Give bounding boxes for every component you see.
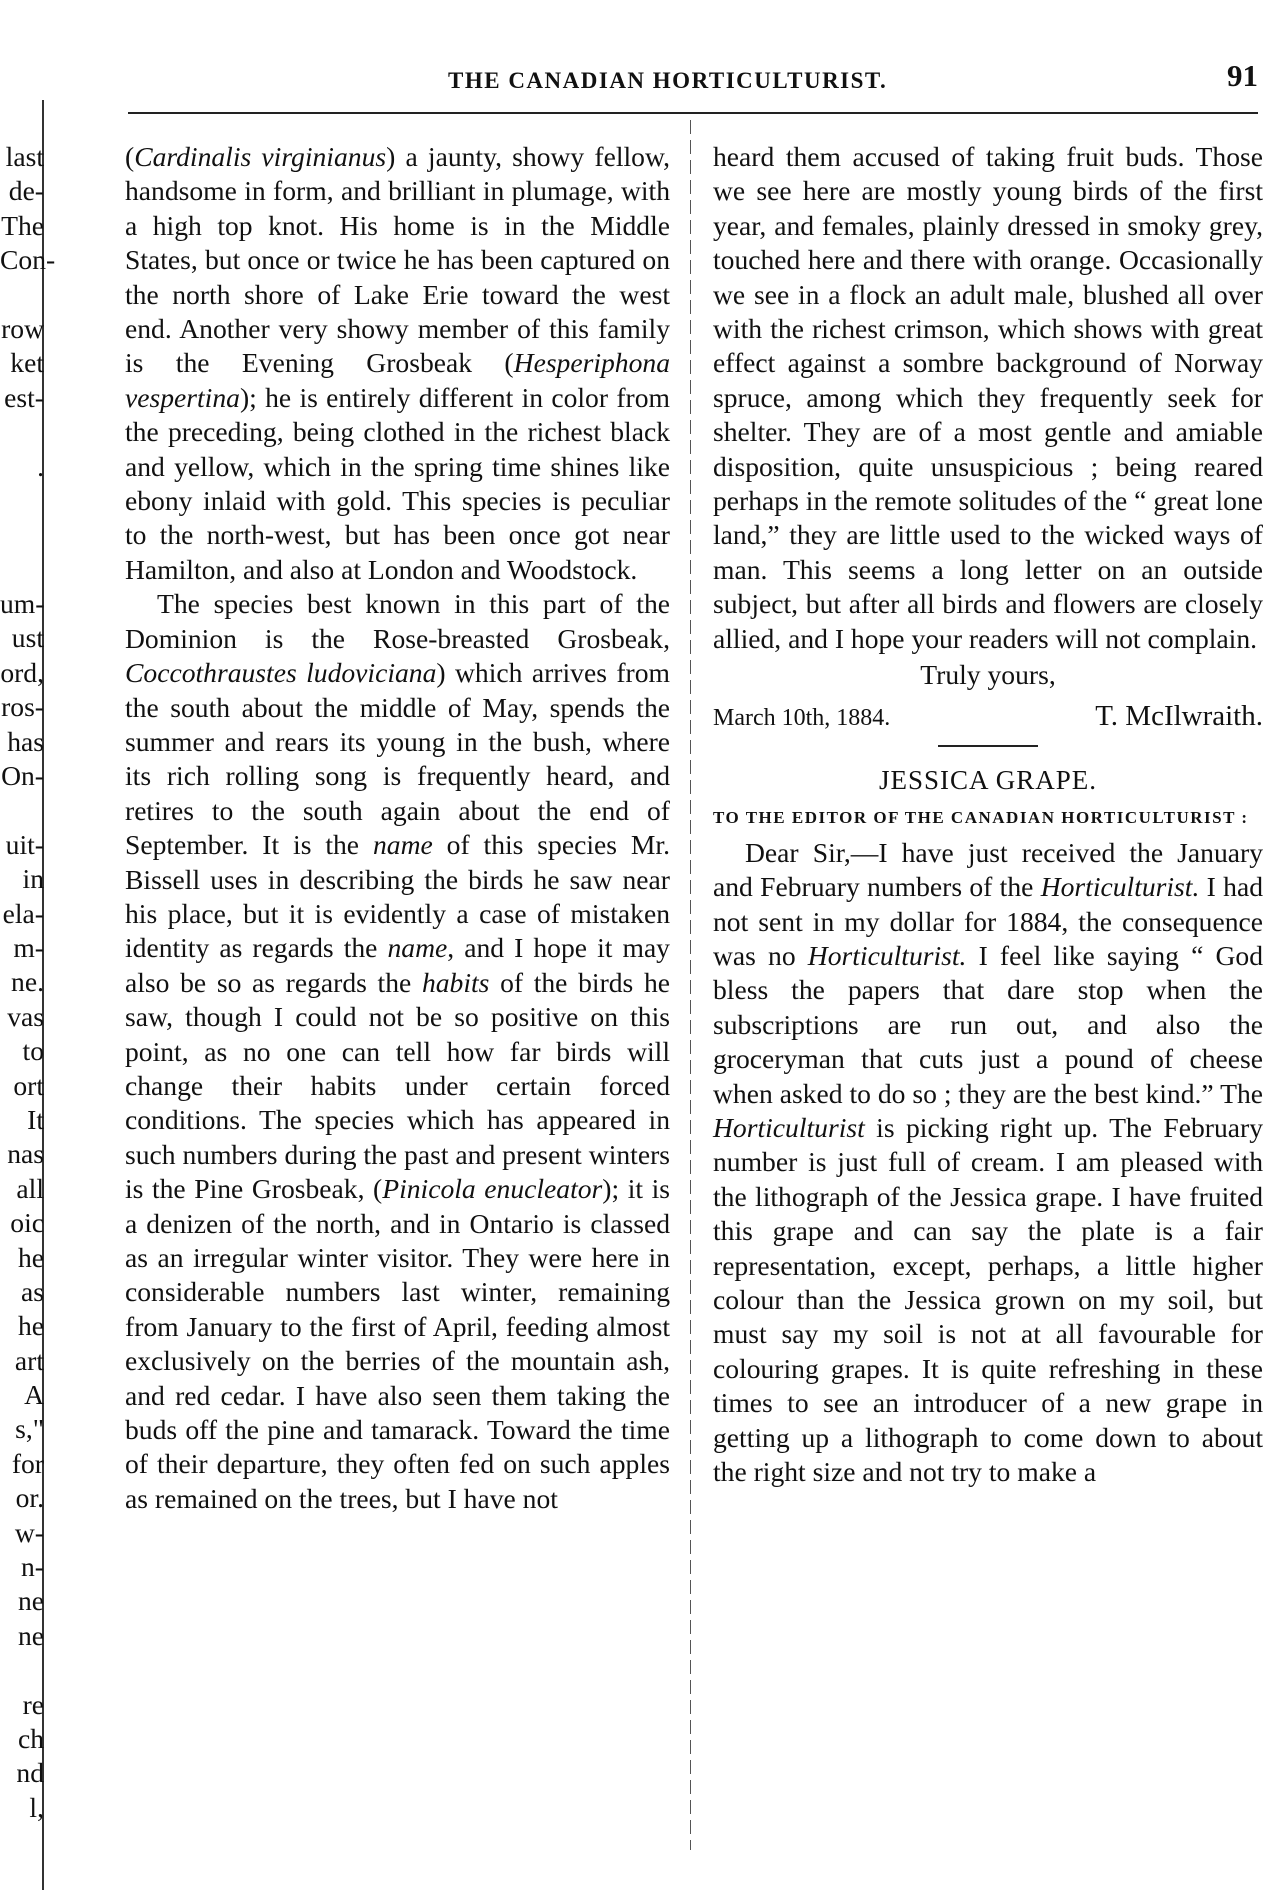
edge-fragment: last: [5, 141, 44, 172]
right-column: [713, 140, 1263, 1489]
edge-fragment: row: [1, 312, 44, 344]
edge-fragment: ela-: [2, 897, 44, 929]
edge-fragment: Con-: [0, 244, 56, 276]
edge-fragment: On-: [1, 760, 44, 792]
edge-fragment: It: [27, 1103, 44, 1135]
edge-fragment: [0, 484, 44, 518]
edge-fragment: uit-: [5, 828, 44, 860]
edge-fragment: re: [22, 1688, 44, 1720]
column-divider: [690, 120, 691, 1850]
edge-fragment: art: [14, 1344, 44, 1376]
edge-fragment: w-: [14, 1516, 44, 1548]
edge-fragment: [0, 278, 44, 312]
paragraph: The species best known in this part of the Dominion is the Rose-breasted Grosbeak, Coccothraustes ludoviciana) which arrives from the south about the middle of May, spends the summer and rears its young in the bush, where its rich rolling song is frequently heard, and retires to the south again about the end of September. It is the name of this species Mr. Bissell uses in describing the birds he saw near his place, but it is evidently a case of mistaken identity as regards the name, and I hope it may also be so as regards the habits of the birds he saw, though I could not be so positive on this point, as no one can tell how far birds will change their habits under certain forced conditions. The species which has appeared in such numbers during the past and present winters is the Pine Grosbeak, (Pinicola enucleator); it is a denizen of the north, and in Ontario is classed as an irregular winter visitor. They were here in considerable numbers last winter, remaining from January to the first of April, feeding almost exclusively on the berries of the mountain ash, and red cedar. I have also seen them taking the buds off the pine and tamarack. Toward the time of their departure, they often fed on such apples as remained on the trees, but I have not: [125, 588, 670, 1514]
letter-date: March 10th, 1884.: [713, 704, 891, 731]
edge-fragment: est-: [4, 381, 44, 413]
edge-fragment: n-: [21, 1551, 44, 1583]
edge-fragment: ros-: [1, 691, 44, 723]
edge-fragment: [0, 793, 44, 827]
edge-fragment: [0, 518, 44, 552]
edge-fragment: he: [17, 1241, 44, 1273]
edge-fragment: for: [11, 1447, 44, 1479]
edge-fragment: vas: [7, 1000, 44, 1032]
edge-fragment: he: [17, 1310, 44, 1342]
edge-fragment: in: [22, 863, 44, 895]
edge-fragment: ust: [11, 622, 44, 654]
letter-author: T. McIlwraith.: [1095, 699, 1263, 732]
adjacent-page-fragments: [0, 140, 56, 1825]
edge-fragment: The: [1, 209, 44, 241]
addressee: TO THE EDITOR OF THE CANADIAN HORTICULTURIST :: [713, 808, 1249, 828]
edge-fragment: ne.: [11, 966, 44, 998]
edge-fragment: [0, 1653, 44, 1687]
edge-fragment: nd: [16, 1757, 44, 1789]
edge-fragment: ne: [17, 1585, 44, 1617]
paragraph: heard them accused of taking fruit buds. Those we see here are mostly young birds of the first year, and females, plainly dressed in smoky grey, touched here and there with orange. Occasionally we see in a flock an adult male, blushed all over with the richest crimson, which shows with great effect against a sombre background of Norway spruce, among which they frequently seek for shelter. They are of a most gentle and amiable disposition, quite unsuspicious ; being reared perhaps in the remote solitudes of the “ great lone land,” they are little used to the wicked ways of man. This seems a long letter on an outside subject, but after all birds and flowers are closely allied, and I hope your readers will not complain.: [713, 141, 1263, 654]
edge-fragment: has: [7, 725, 44, 757]
edge-fragment: ch: [17, 1722, 44, 1754]
section-title: JESSICA GRAPE.: [878, 764, 1098, 795]
section-rule: [938, 745, 1038, 747]
left-column: [125, 140, 670, 1516]
signoff: Truly yours,: [920, 659, 1056, 691]
paragraph: (Cardinalis virginianus) a jaunty, showy fellow, handsome in form, and brilliant in plumage, with a high top knot. His home is in the Middle States, but once or twice he has been captured on the north shore of Lake Erie toward the west end. Another very showy member of this family is the Evening Grosbeak (Hesperiphona vespertina); he is entirely different in color from the preceding, being clothed in the richest black and yellow, which in the spring time shines like ebony inlaid with gold. This species is peculiar to the north-west, but has been once got near Hamilton, and also at London and Woodstock.: [125, 141, 670, 585]
running-title: THE CANADIAN HORTICULTURIST.: [448, 68, 888, 93]
edge-fragment: ord,: [0, 656, 44, 688]
edge-fragment: l,: [29, 1791, 44, 1823]
edge-fragment: A: [24, 1379, 44, 1411]
header-rule: [128, 112, 1258, 114]
edge-fragment: s,": [15, 1413, 44, 1445]
page-header: [0, 58, 1288, 98]
edge-fragment: ket: [10, 347, 44, 379]
page-number: 91: [1227, 58, 1258, 93]
edge-fragment: to: [22, 1035, 44, 1067]
edge-fragment: ne: [17, 1619, 44, 1651]
edge-fragment: de-: [8, 175, 44, 207]
edge-fragment: all: [16, 1172, 44, 1204]
edge-fragment: [0, 553, 44, 587]
paragraph: Dear Sir,—I have just received the January and February numbers of the Horticulturist. I had not sent in my dollar for 1884, the consequence was no Horticulturist. I feel like saying “ God bless the papers that dare stop when the subscriptions are run out, and also the groceryman that cuts just a pound of cheese when asked to do so ; they are the best kind.” The Horticulturist is picking right up. The February number is just full of cream. I am pleased with the lithograph of the Jessica grape. I have fruited this grape and can say the plate is a fair representation, except, perhaps, a little higher colour than the Jessica grown on my soil, but must say my soil is not at all favourable for colouring grapes. It is quite refreshing in these times to see an introducer of a new grape in getting up a lithograph to come down to about the right size and not try to make a: [713, 836, 1264, 1488]
edge-fragment: .: [37, 450, 44, 482]
edge-fragment: um-: [0, 588, 45, 620]
edge-fragment: [0, 415, 44, 449]
date-line: [713, 699, 1263, 735]
edge-fragment: nas: [7, 1138, 44, 1170]
edge-fragment: oic: [10, 1207, 44, 1239]
edge-fragment: or.: [15, 1482, 44, 1514]
edge-fragment: m-: [13, 931, 44, 963]
edge-fragment: ort: [13, 1069, 44, 1101]
edge-fragment: as: [21, 1275, 44, 1307]
